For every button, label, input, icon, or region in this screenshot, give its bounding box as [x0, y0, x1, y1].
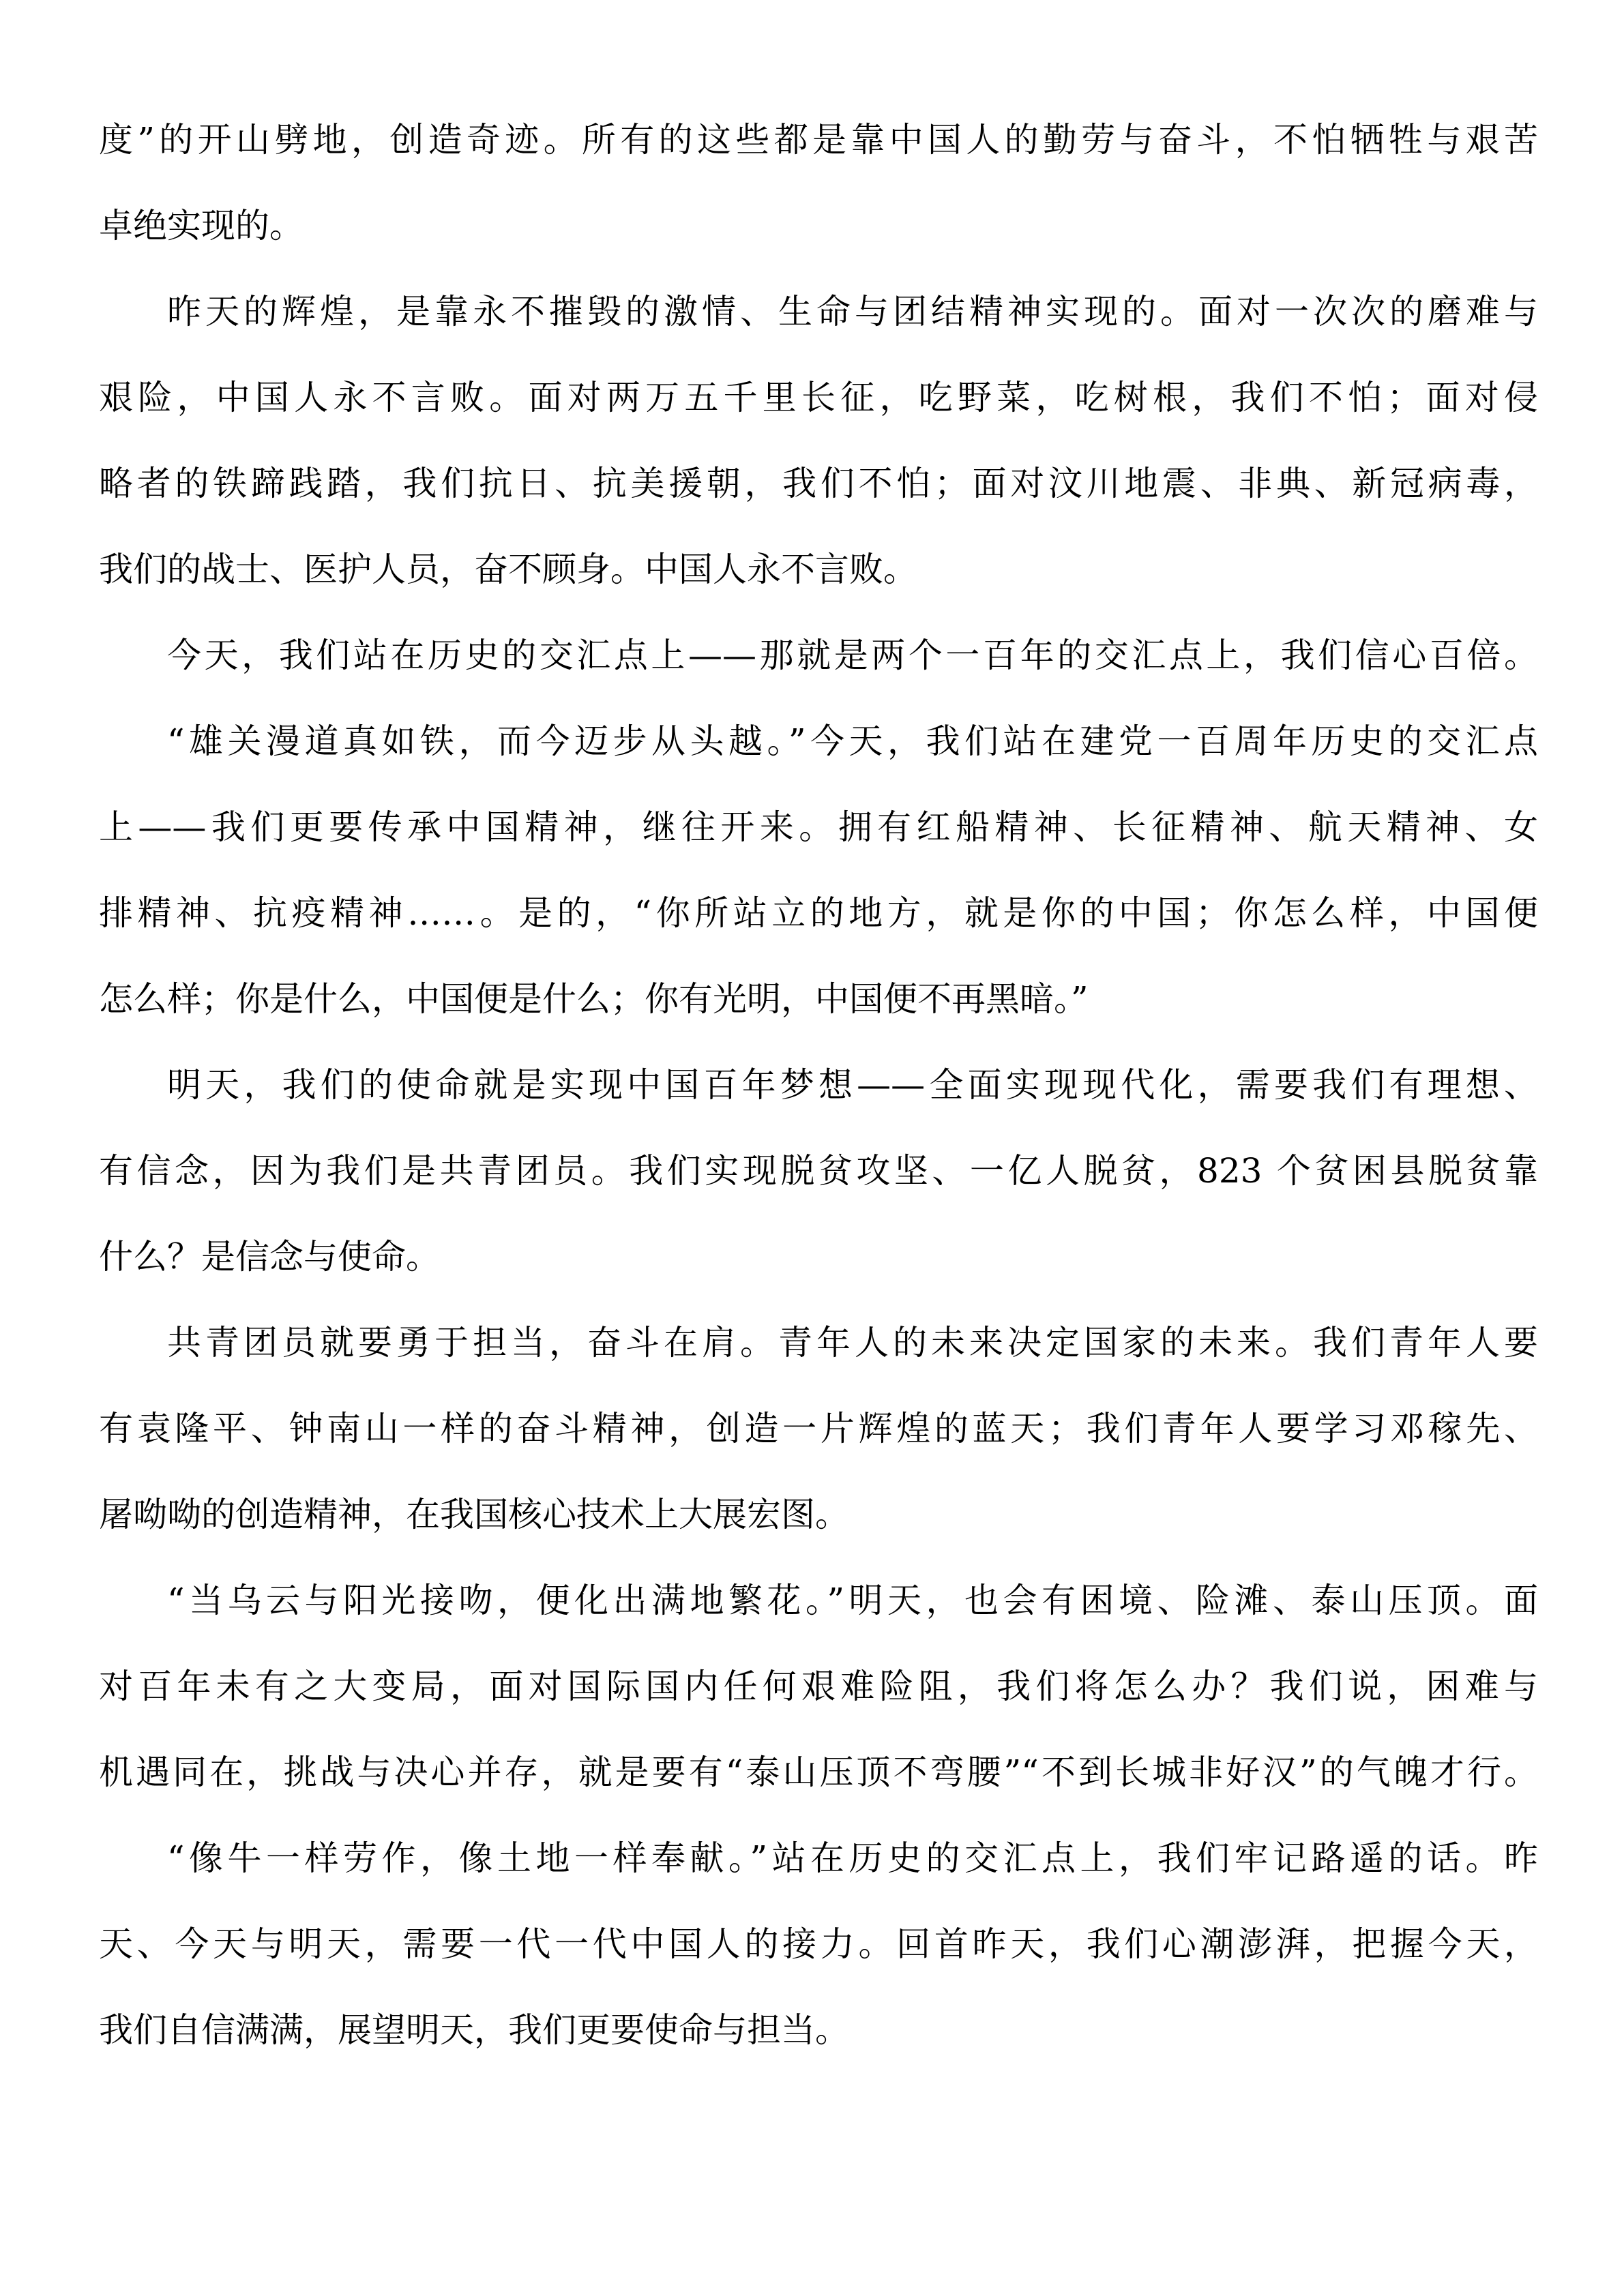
text-line: “像牛一样劳作，像土地一样奉献。”站在历史的交汇点上，我们牢记路遥的话。昨 — [167, 1838, 1538, 1878]
text-line: 排精神、抗疫精神……。是的，“你所站立的地方，就是你的中国；你怎么样，中国便 — [99, 893, 1538, 933]
paragraph — [99, 1054, 1538, 1312]
text-line: 共青团员就要勇于担当，奋斗在肩。青年人的未来决定国家的未来。我们青年人要 — [167, 1323, 1538, 1362]
text-line: 天、今天与明天，需要一代一代中国人的接力。回首昨天，我们心潮澎湃，把握今天， — [99, 1924, 1538, 1964]
text-line: 屠呦呦的创造精神，在我国核心技术上大展宏图。 — [99, 1495, 849, 1534]
paragraph — [99, 711, 1538, 1054]
text-line: 今天，我们站在历史的交汇点上——那就是两个一百年的交汇点上，我们信心百倍。 — [167, 636, 1538, 675]
paragraph — [99, 625, 1538, 711]
text-line: 昨天的辉煌，是靠永不摧毁的激情、生命与团结精神实现的。面对一次次的磨难与 — [167, 292, 1538, 331]
paragraph — [99, 109, 1538, 281]
paragraph — [99, 1828, 1538, 2085]
text-line: “当乌云与阳光接吻，便化出满地繁花。”明天，也会有困境、险滩、泰山压顶。面 — [167, 1581, 1538, 1620]
document-page — [99, 109, 1538, 2085]
text-line: 我们自信满满，展望明天，我们更要使命与担当。 — [99, 2010, 849, 2050]
text-line: 有信念，因为我们是共青团员。我们实现脱贫攻坚、一亿人脱贫，823 个贫困县脱贫靠 — [99, 1151, 1538, 1191]
text-line: 对百年未有之大变局，面对国际国内任何艰难险阻，我们将怎么办？我们说，困难与 — [99, 1667, 1538, 1706]
text-line: 怎么样；你是什么，中国便是什么；你有光明，中国便不再黑暗。” — [99, 979, 1089, 1019]
text-line: “雄关漫道真如铁，而今迈步从头越。”今天，我们站在建党一百周年历史的交汇点 — [167, 721, 1538, 761]
text-line: 上——我们更要传承中国精神，继往开来。拥有红船精神、长征精神、航天精神、女 — [99, 807, 1538, 847]
text-line: 明天，我们的使命就是实现中国百年梦想——全面实现现代化，需要我们有理想、 — [167, 1065, 1538, 1105]
text-line: 卓绝实现的。 — [99, 206, 304, 245]
paragraph — [99, 1570, 1538, 1828]
text-line: 机遇同在，挑战与决心并存，就是要有“泰山压顶不弯腰”“不到长城非好汉”的气魄才行。 — [99, 1753, 1538, 1792]
paragraph — [99, 1312, 1538, 1570]
text-line: 度”的开山劈地，创造奇迹。所有的这些都是靠中国人的勤劳与奋斗，不怕牺牲与艰苦 — [99, 120, 1538, 160]
text-line: 艰险，中国人永不言败。面对两万五千里长征，吃野菜，吃树根，我们不怕；面对侵 — [99, 378, 1538, 417]
text-line: 我们的战士、医护人员，奋不顾身。中国人永不言败。 — [99, 550, 917, 589]
text-line: 什么？是信念与使命。 — [99, 1237, 440, 1277]
paragraph — [99, 281, 1538, 625]
text-line: 有袁隆平、钟南山一样的奋斗精神，创造一片辉煌的蓝天；我们青年人要学习邓稼先、 — [99, 1409, 1538, 1448]
text-line: 略者的铁蹄践踏，我们抗日、抗美援朝，我们不怕；面对汶川地震、非典、新冠病毒， — [99, 464, 1538, 503]
